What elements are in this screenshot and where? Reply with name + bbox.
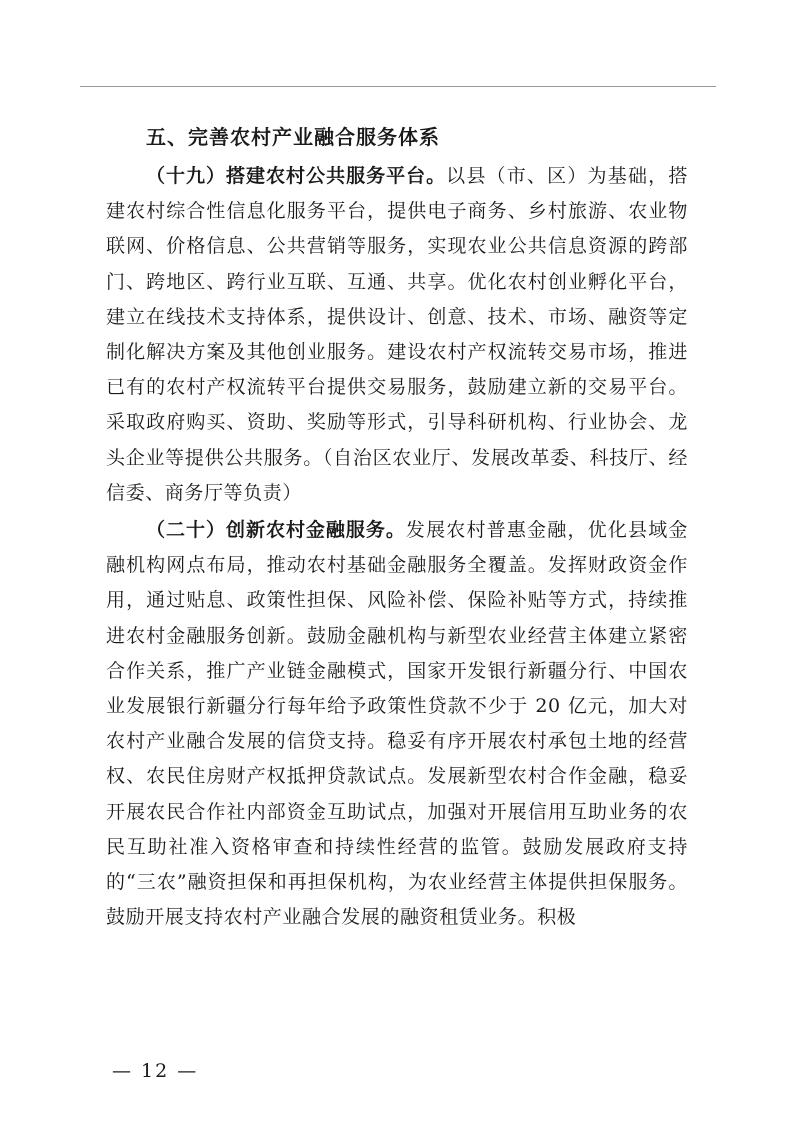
page-number: — 12 — — [112, 1060, 199, 1082]
paragraph-19-body: 以县（市、区）为基础，搭建农村综合性信息化服务平台，提供电子商务、乡村旅游、农业物联网、价格信息、公共营销等服务，实现农业公共信息资源的跨部门、跨地区、跨行业互联、互通、共享。优化农村创业孵化平台，建立在线技术支持体系，提供设计、创意、技术、市场、融资等定制化解决方案及其他创业服务。建设农村产权流转交易市场，推进已有的农村产权流转平台提供交易服务，鼓励建立新的交易平台。采取政府购买、资助、奖励等形式，引导科研机构、行业协会、龙头企业等提供公共服务。（自治区农业厅、发展改革委、科技厅、经信委、商务厅等负责） — [106, 165, 688, 504]
paragraph-19-title: （十九）搭建农村公共服务平台。 — [146, 165, 447, 187]
paragraph-19 — [106, 159, 688, 511]
header-divider — [80, 86, 716, 87]
paragraph-20-body: 发展农村普惠金融，优化县域金融机构网点布局，推动农村基础金融服务全覆盖。发挥财政资金作用，通过贴息、政策性担保、风险补偿、保险补贴等方式，持续推进农村金融服务创新。鼓励金融机构与新型农业经营主体建立紧密合作关系，推广产业链金融模式，国家开发银行新疆分行、中国农业发展银行新疆分行每年给予政策性贷款不少于 20 亿元，加大对农村产业融合发展的信贷支持。稳妥有序开展农村承包土地的经营权、农民住房财产权抵押贷款试点。发展新型农村合作金融，稳妥开展农民合作社内部资金互助试点，加强对开展信用互助业务的农民互助社准入资格审查和持续性经营的监管。鼓励发展政府支持的“三农”融资担保和再担保机构，为农业经营主体提供担保服务。鼓励开展支持农村产业融合发展的融资租赁业务。积极 — [106, 519, 689, 929]
section-heading: 五、完善农村产业融合服务体系 — [146, 125, 440, 149]
paragraph-20 — [106, 513, 688, 935]
document-body — [106, 124, 688, 935]
paragraph-20-title: （二十）创新农村金融服务。 — [146, 519, 406, 542]
